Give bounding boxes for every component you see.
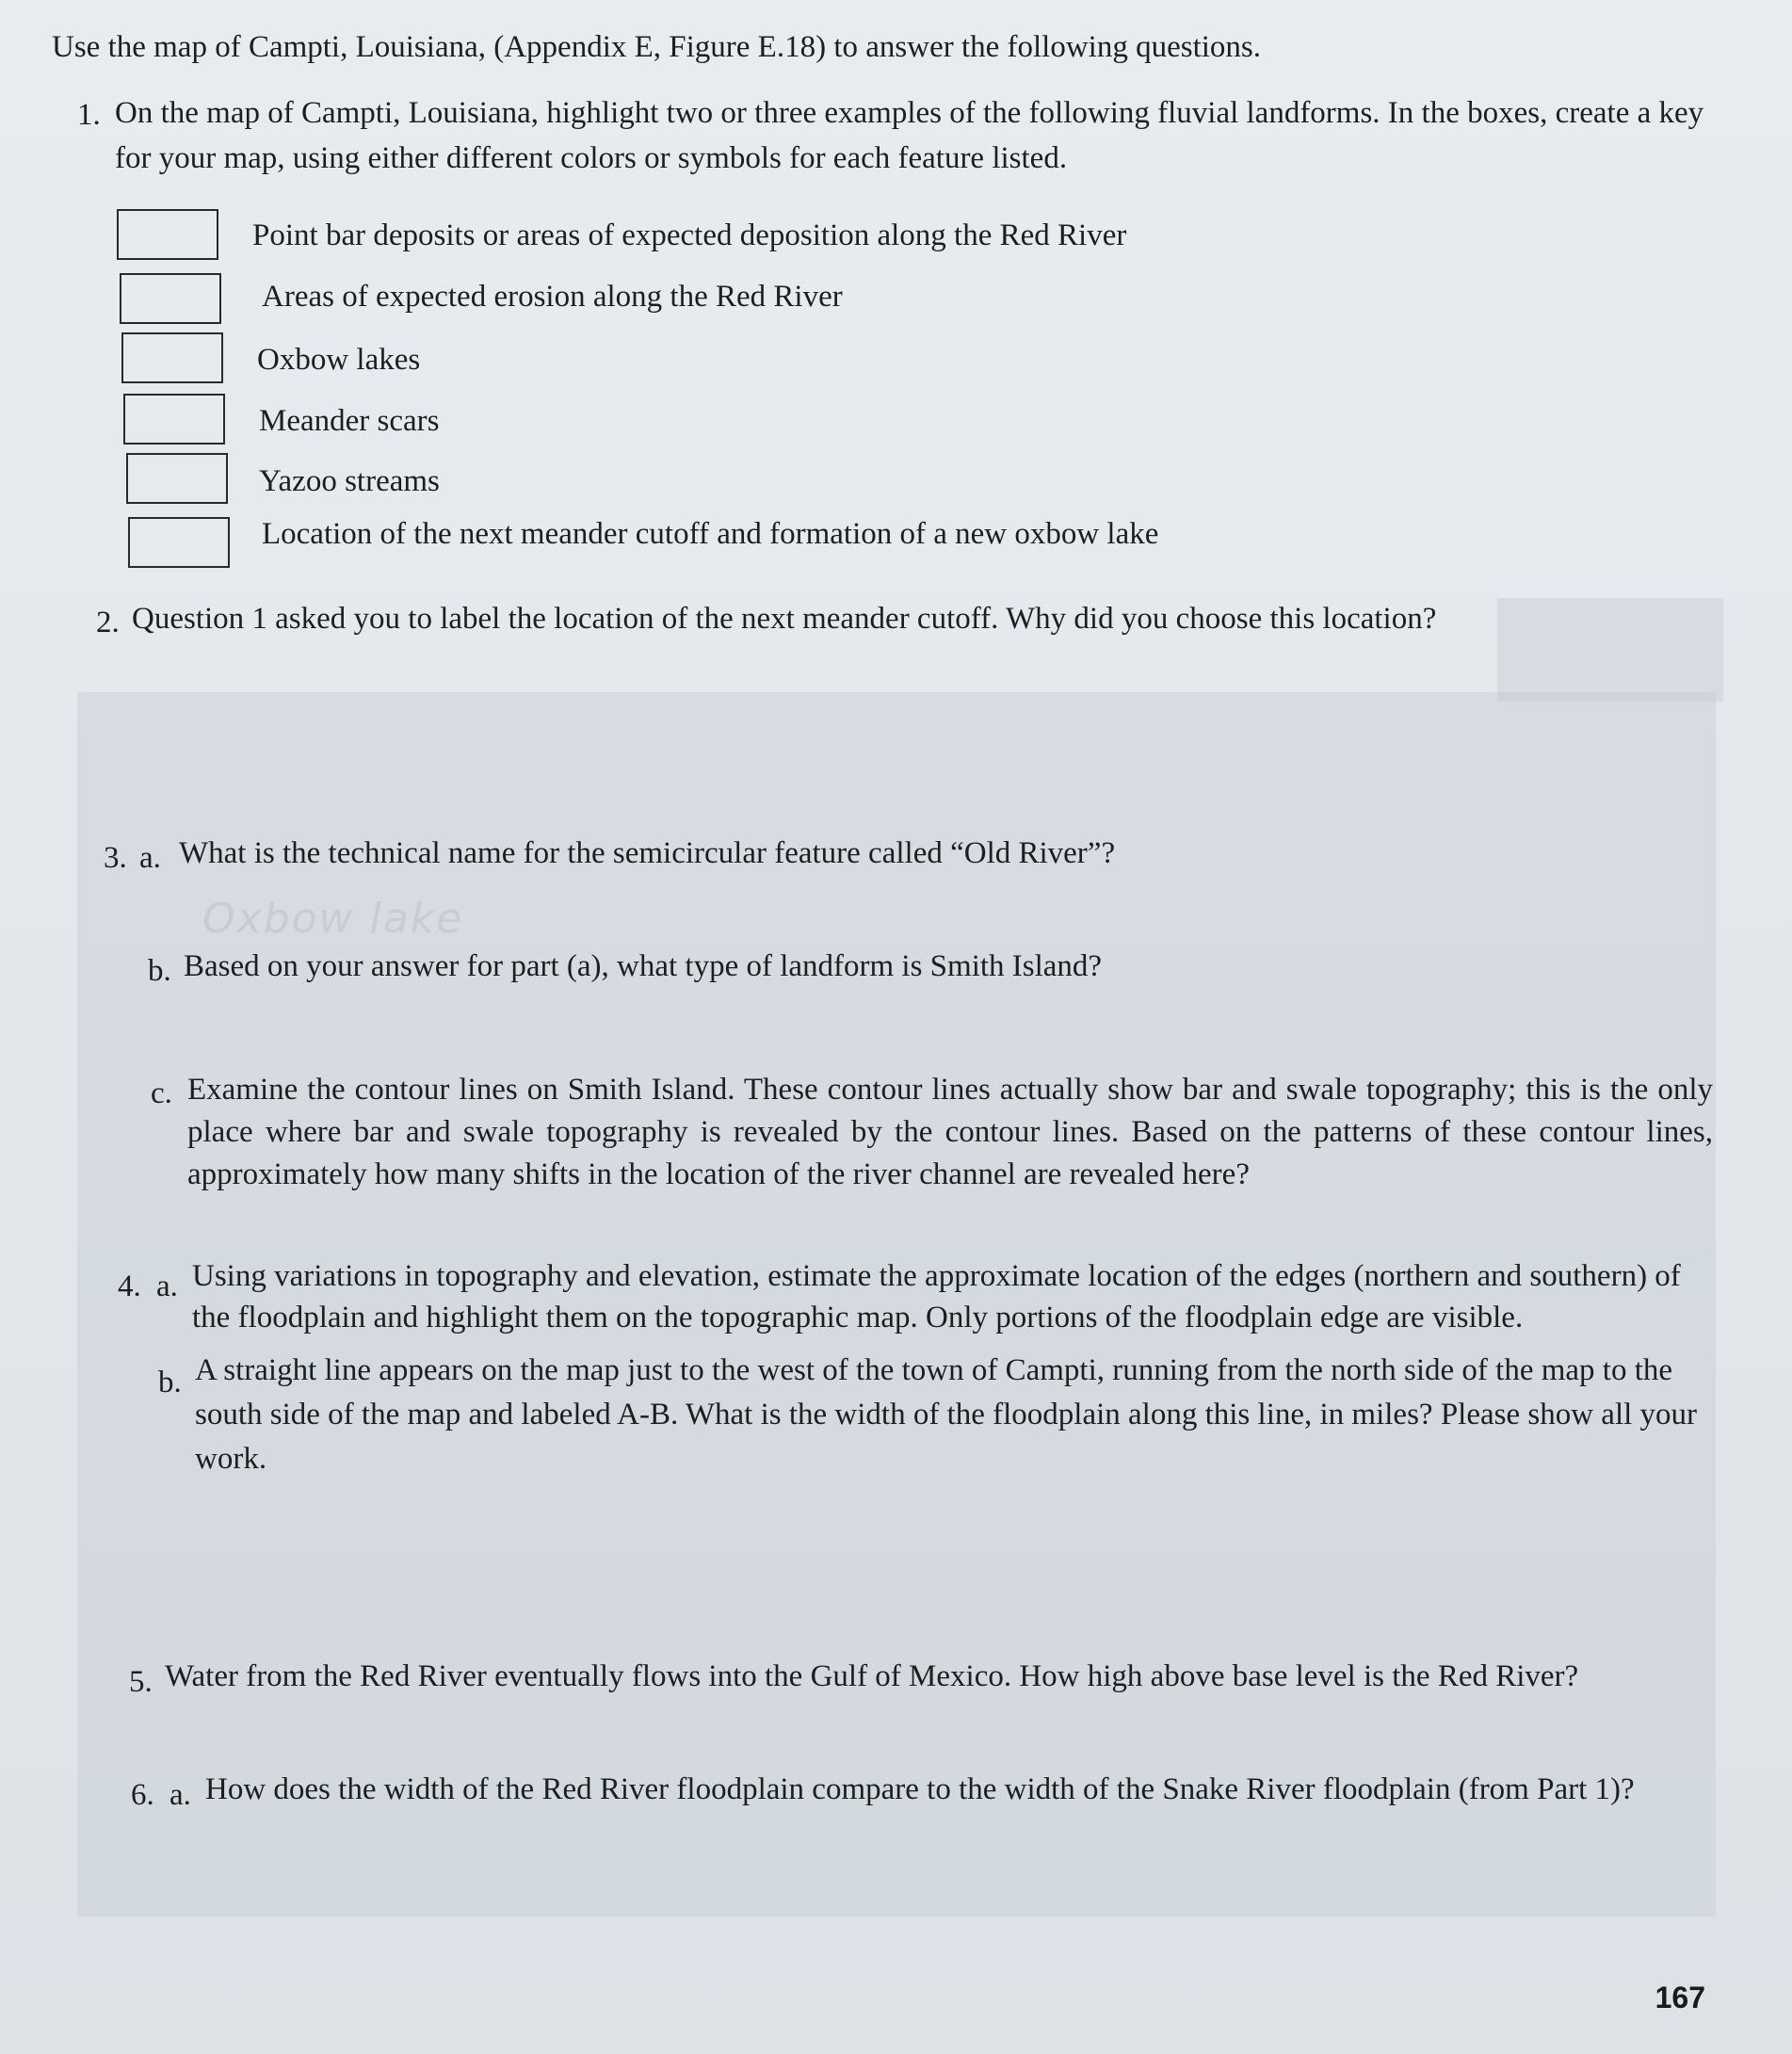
q3c-text: Examine the contour lines on Smith Island. These contour lines actually show bar and swale topography; this is the only place where bar and swale topography is revealed by the contour lines. Based on the patterns of these contour lines, approximately how many shifts in the location of the river channel are revealed here? xyxy=(187,1073,1713,1191)
q4a-label: a. xyxy=(156,1270,178,1303)
q3a-label: a. xyxy=(139,841,161,875)
q6a-label: a. xyxy=(170,1778,191,1812)
key-label-point-bar: Point bar deposits or areas of expected deposition along the Red River xyxy=(252,218,1127,252)
key-label-oxbow-lakes: Oxbow lakes xyxy=(257,343,421,377)
q3a-text: What is the technical name for the semicircular feature called “Old River”? xyxy=(179,836,1116,870)
key-box-yazoo-streams[interactable] xyxy=(126,453,228,504)
q4a-text: Using variations in topography and elevation, estimate the approximate location of the edges (northern and southern) of the floodplain and highlight them on the topographic map. Only portions of the floodplain edge are visible. xyxy=(192,1259,1681,1334)
q6a-text: How does the width of the Red River floodplain compare to the width of the Snake River floodplain (from Part 1)? xyxy=(205,1772,1635,1806)
shaded-background-corner xyxy=(1497,598,1723,702)
key-box-meander-cutoff[interactable] xyxy=(128,517,230,568)
q4-number: 4. xyxy=(118,1270,141,1303)
q2-text: Question 1 asked you to label the location of the next meander cutoff. Why did you choose this location? xyxy=(132,602,1437,636)
key-box-erosion[interactable] xyxy=(120,273,221,324)
q3-number: 3. xyxy=(104,841,127,875)
q5-text: Water from the Red River eventually flows into the Gulf of Mexico. How high above base level is the Red River? xyxy=(165,1659,1579,1693)
q3a-handwritten-answer: Oxbow lake xyxy=(202,895,464,943)
key-label-meander-scars: Meander scars xyxy=(259,404,440,438)
key-box-meander-scars[interactable] xyxy=(123,394,225,445)
key-label-meander-cutoff: Location of the next meander cutoff and formation of a new oxbow lake xyxy=(262,517,1159,551)
key-label-erosion: Areas of expected erosion along the Red River xyxy=(262,280,843,314)
key-box-oxbow-lakes[interactable] xyxy=(121,332,223,383)
key-box-point-bar[interactable] xyxy=(117,209,218,260)
q1-number: 1. xyxy=(77,98,101,132)
q2-number: 2. xyxy=(96,606,120,639)
q6-number: 6. xyxy=(131,1778,154,1812)
q3b-label: b. xyxy=(148,954,171,988)
q3b-text: Based on your answer for part (a), what type of landform is Smith Island? xyxy=(184,949,1103,983)
page-number: 167 xyxy=(1655,1981,1705,2014)
q4b-text: A straight line appears on the map just to the west of the town of Campti, running from the north side of the map to the south side of the map and labeled A-B. What is the width of the floodplain along this line, in miles? Please show all your work. xyxy=(195,1353,1698,1476)
q5-number: 5. xyxy=(129,1665,153,1699)
q3c-label: c. xyxy=(151,1076,172,1110)
intro-instruction: Use the map of Campti, Louisiana, (Appendix E, Figure E.18) to answer the following questions. xyxy=(52,30,1262,64)
q1-text: On the map of Campti, Louisiana, highlight two or three examples of the following fluvial landforms. In the boxes, create a key for your map, using either different colors or symbols for each feature listed. xyxy=(115,96,1704,175)
q4b-label: b. xyxy=(158,1366,182,1399)
key-label-yazoo-streams: Yazoo streams xyxy=(259,464,440,498)
